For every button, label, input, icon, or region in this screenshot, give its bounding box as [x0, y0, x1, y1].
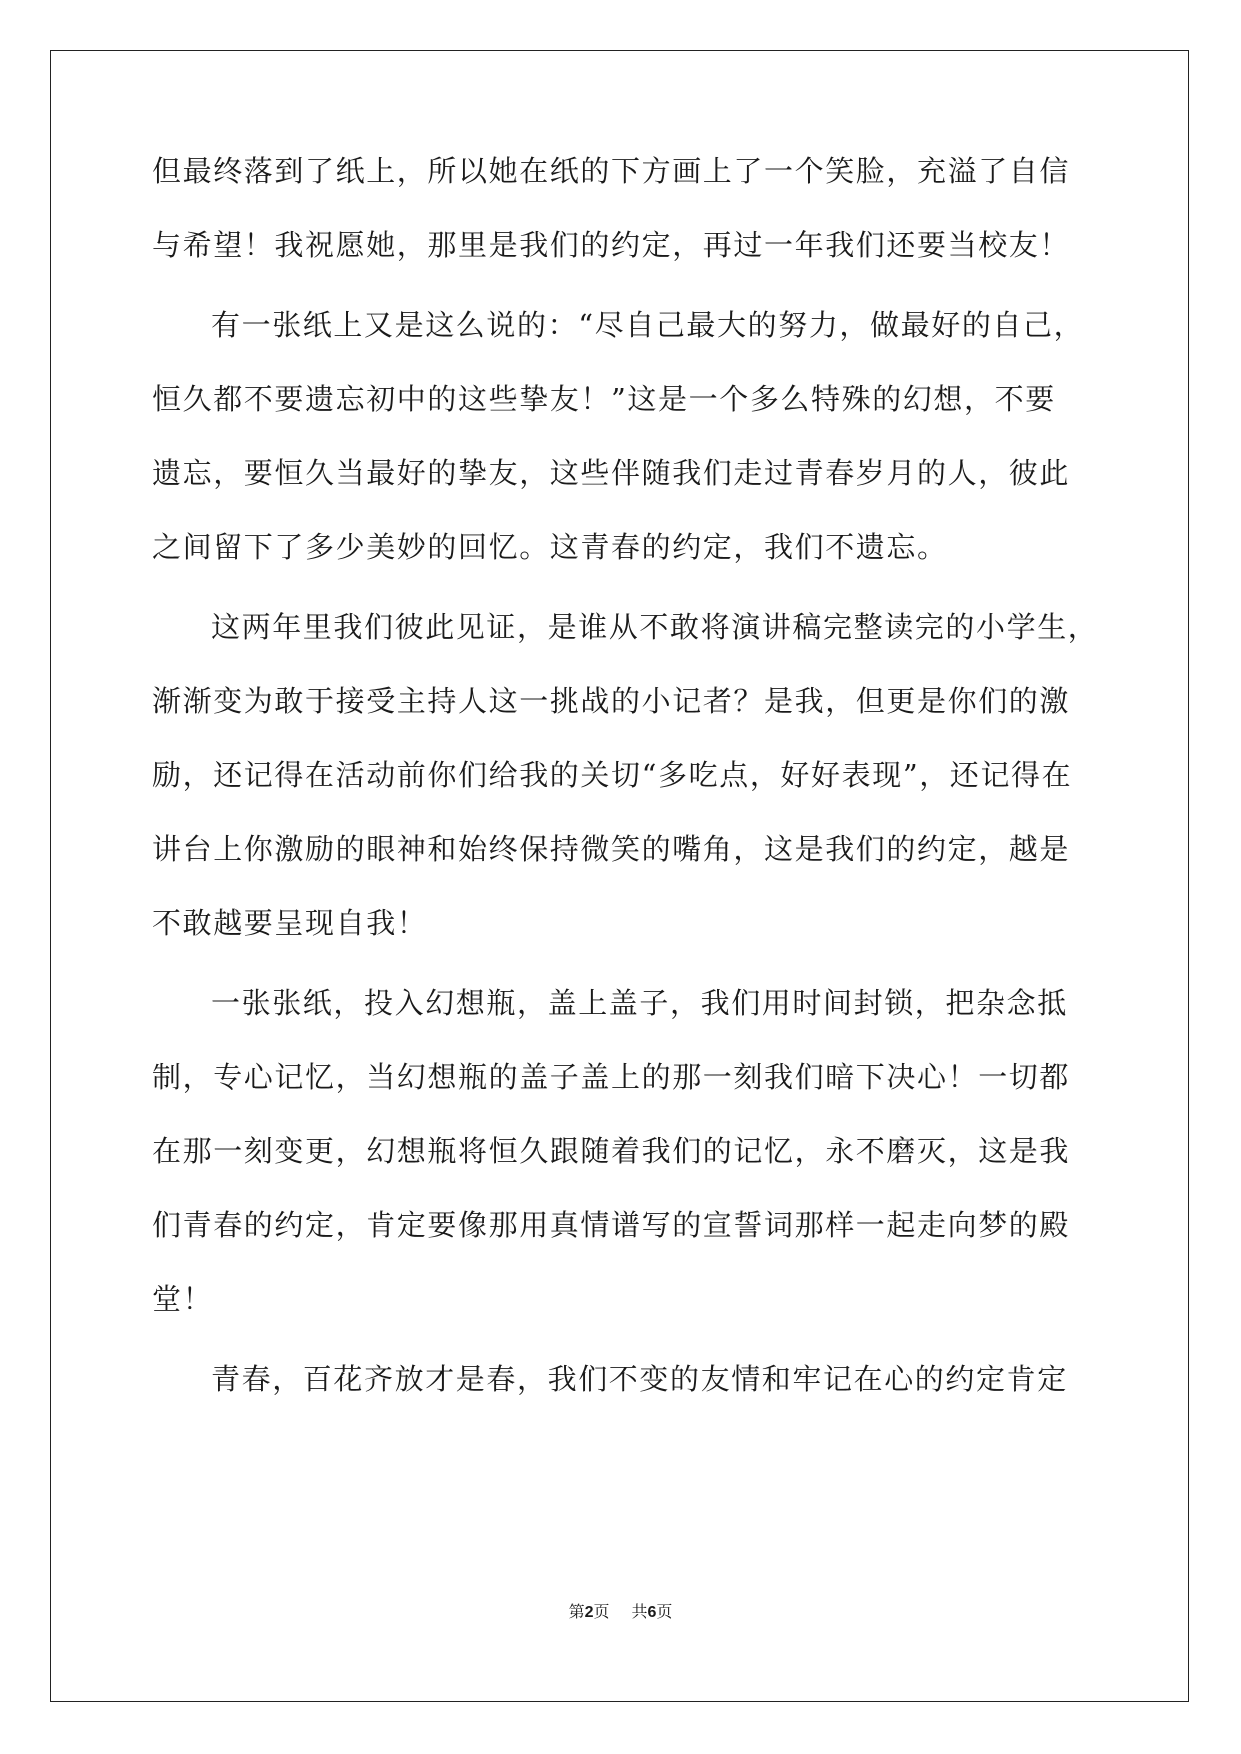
- total-pages-suffix: 页: [656, 1602, 673, 1621]
- text-line: 们青春的约定，肯定要像那用真情谱写的宣誓词那样一起走向梦的殿: [152, 1208, 1071, 1242]
- text-line-paragraph-start: 有一张纸上又是这么说的：“尽自己最大的努力，做最好的自己，: [211, 308, 1085, 342]
- page-border: [50, 50, 1189, 1702]
- page-footer: [0, 1602, 1241, 1623]
- text-line: 堂！: [152, 1282, 214, 1316]
- page-number-suffix: 页: [593, 1602, 610, 1621]
- text-line: 在那一刻变更，幻想瓶将恒久跟随着我们的记忆，永不磨灭，这是我: [152, 1134, 1071, 1168]
- text-line: 渐渐变为敢于接受主持人这一挑战的小记者？是我，但更是你们的激: [152, 684, 1071, 718]
- total-pages: 6: [647, 1604, 657, 1621]
- text-line: 恒久都不要遗忘初中的这些挚友！”这是一个多么特殊的幻想，不要: [152, 382, 1056, 416]
- total-pages-prefix: 共: [631, 1602, 648, 1621]
- page-number-prefix: 第: [568, 1602, 585, 1621]
- text-line: 制，专心记忆，当幻想瓶的盖子盖上的那一刻我们暗下决心！一切都: [152, 1060, 1071, 1094]
- page-number: 2: [584, 1604, 594, 1621]
- text-line: 励，还记得在活动前你们给我的关切“多吃点，好好表现”，还记得在: [152, 758, 1073, 792]
- text-line: 之间留下了多少美妙的回忆。这青春的约定，我们不遗忘。: [152, 530, 948, 564]
- text-line-paragraph-start: 这两年里我们彼此见证，是谁从不敢将演讲稿完整读完的小学生，: [211, 610, 1099, 644]
- text-line: 但最终落到了纸上，所以她在纸的下方画上了一个笑脸，充溢了自信: [152, 154, 1071, 188]
- text-line: 不敢越要呈现自我！: [152, 906, 428, 940]
- text-line-paragraph-start: 一张张纸，投入幻想瓶，盖上盖子，我们用时间封锁，把杂念抵: [211, 986, 1068, 1020]
- text-line-paragraph-start: 青春，百花齐放才是春，我们不变的友情和牢记在心的约定肯定: [211, 1362, 1068, 1396]
- text-line: 与希望！我祝愿她，那里是我们的约定，再过一年我们还要当校友！: [152, 228, 1071, 262]
- text-line: 讲台上你激励的眼神和始终保持微笑的嘴角，这是我们的约定，越是: [152, 832, 1071, 866]
- text-line: 遗忘，要恒久当最好的挚友，这些伴随我们走过青春岁月的人，彼此: [152, 456, 1071, 490]
